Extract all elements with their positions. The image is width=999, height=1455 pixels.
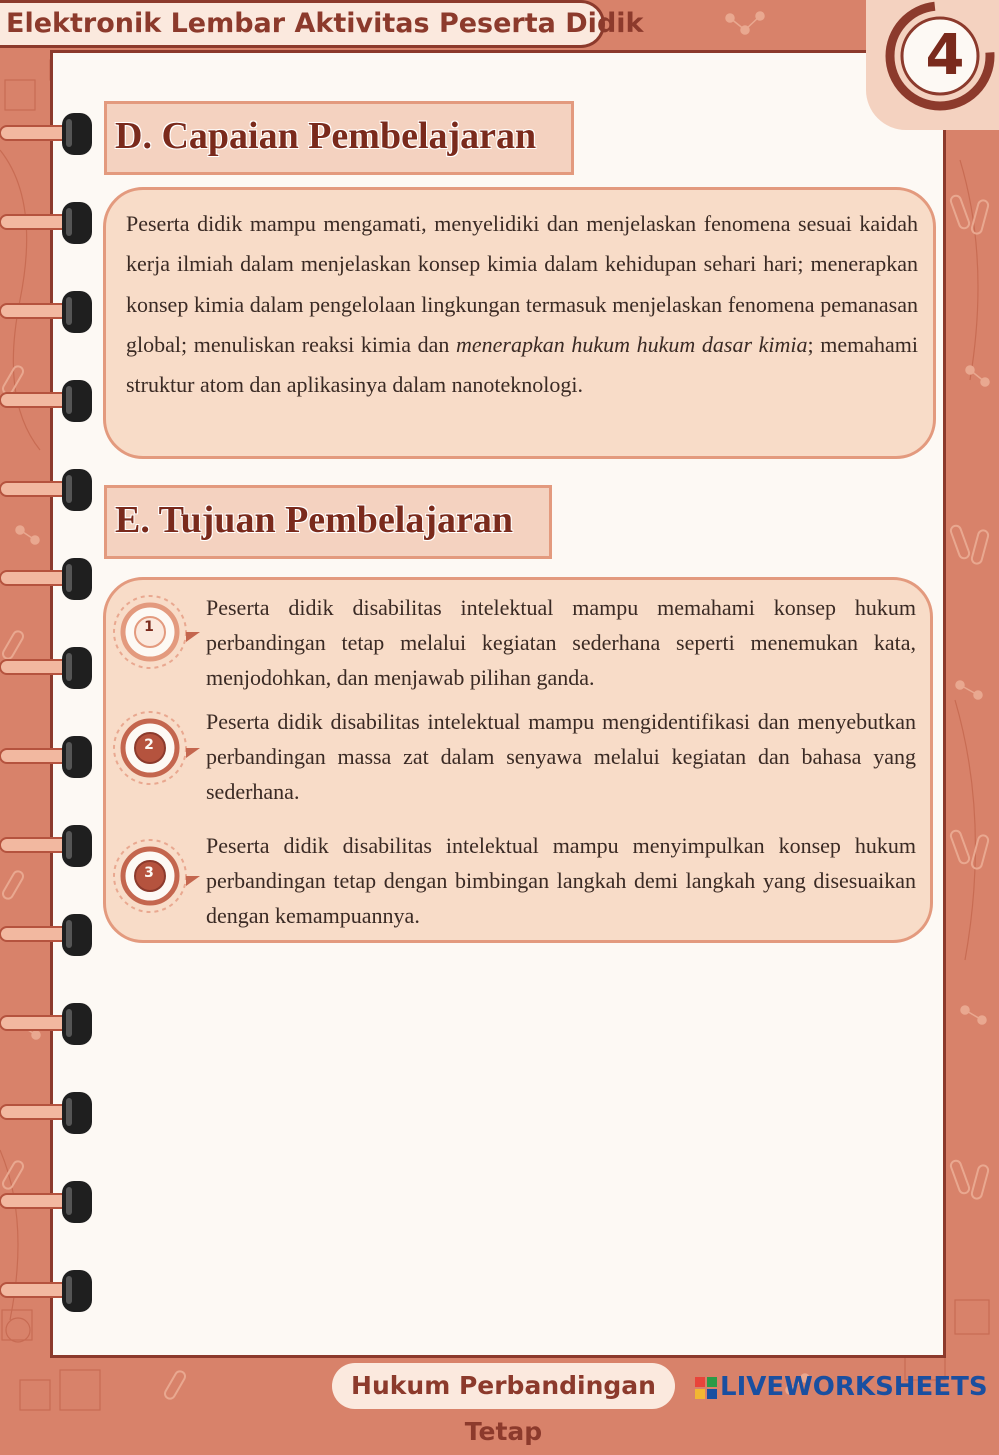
goal-item xyxy=(102,708,922,818)
spiral-ring xyxy=(0,825,92,867)
outcomes-text-part1: Peserta didik mampu mengamati, menyelidiki dan menjelaskan fenomena sesuai kaidah kerja ilmiah dalam menjelaskan konsep kimia dalam kehidupan sehari hari; menerapkan konsep kimia dalam pengelolaan lingkungan termasuk menjelaskan fenomena pemanasan global; menuliskan reaksi kimia dan xyxy=(126,211,918,357)
goal-item xyxy=(102,833,922,946)
section-d-title: D. Capaian Pembelajaran xyxy=(104,101,574,175)
liveworksheets-logo-icon xyxy=(695,1377,717,1399)
goal-text: Peserta didik disabilitas intelektual mampu menyimpulkan konsep hukum perbandingan tetap dengan bimbingan langkah demi langkah yang disesuaikan dengan kemampuannya. xyxy=(206,833,916,928)
spiral-ring xyxy=(0,291,92,333)
learning-outcomes-box xyxy=(103,187,936,459)
spiral-ring xyxy=(0,1003,92,1045)
goal-text: Peserta didik disabilitas intelektual mampu mengidentifikasi dan menyebutkan perbandingan massa zat dalam senyawa melalui kegiatan dan bahasa yang sederhana. xyxy=(206,709,916,804)
spiral-ring xyxy=(0,736,92,778)
spiral-ring-icon xyxy=(0,113,92,1312)
spiral-ring xyxy=(0,1270,92,1312)
footer-title: Hukum Perbandingan Tetap xyxy=(332,1363,675,1409)
spiral-ring xyxy=(0,914,92,956)
watermark-text: LIVEWORKSHEETS xyxy=(720,1372,988,1402)
spiral-ring xyxy=(0,647,92,689)
learning-outcomes-text xyxy=(126,204,918,405)
goal-number: 2 xyxy=(144,737,154,753)
outcomes-text-part2: ; memahami struktur atom dan aplikasinya dalam nanoteknologi. xyxy=(126,331,918,398)
liveworksheets-watermark[interactable] xyxy=(695,1372,988,1402)
section-e-title: E. Tujuan Pembelajaran xyxy=(104,485,552,559)
goal-number: 1 xyxy=(144,619,154,635)
header-title: Elektronik Lembar Aktivitas Peserta Didik xyxy=(0,0,605,48)
spiral-binding xyxy=(0,0,110,1417)
goal-item xyxy=(102,592,922,702)
spiral-ring xyxy=(0,202,92,244)
spiral-ring xyxy=(0,1092,92,1134)
goal-text: Peserta didik disabilitas intelektual mampu memahami konsep hukum perbandingan tetap melalui kegiatan sederhana seperti menemukan kata, menjodohkan, dan menjawab pilihan ganda. xyxy=(206,595,916,690)
spiral-ring xyxy=(0,558,92,600)
page-number: 4 xyxy=(925,23,965,88)
spiral-ring xyxy=(0,113,92,155)
spiral-ring xyxy=(0,380,92,422)
spiral-ring xyxy=(0,469,92,511)
spiral-ring xyxy=(0,1181,92,1223)
outcomes-text-italic: menerapkan hukum hukum dasar kimia xyxy=(456,331,808,357)
goal-number: 3 xyxy=(144,865,154,881)
